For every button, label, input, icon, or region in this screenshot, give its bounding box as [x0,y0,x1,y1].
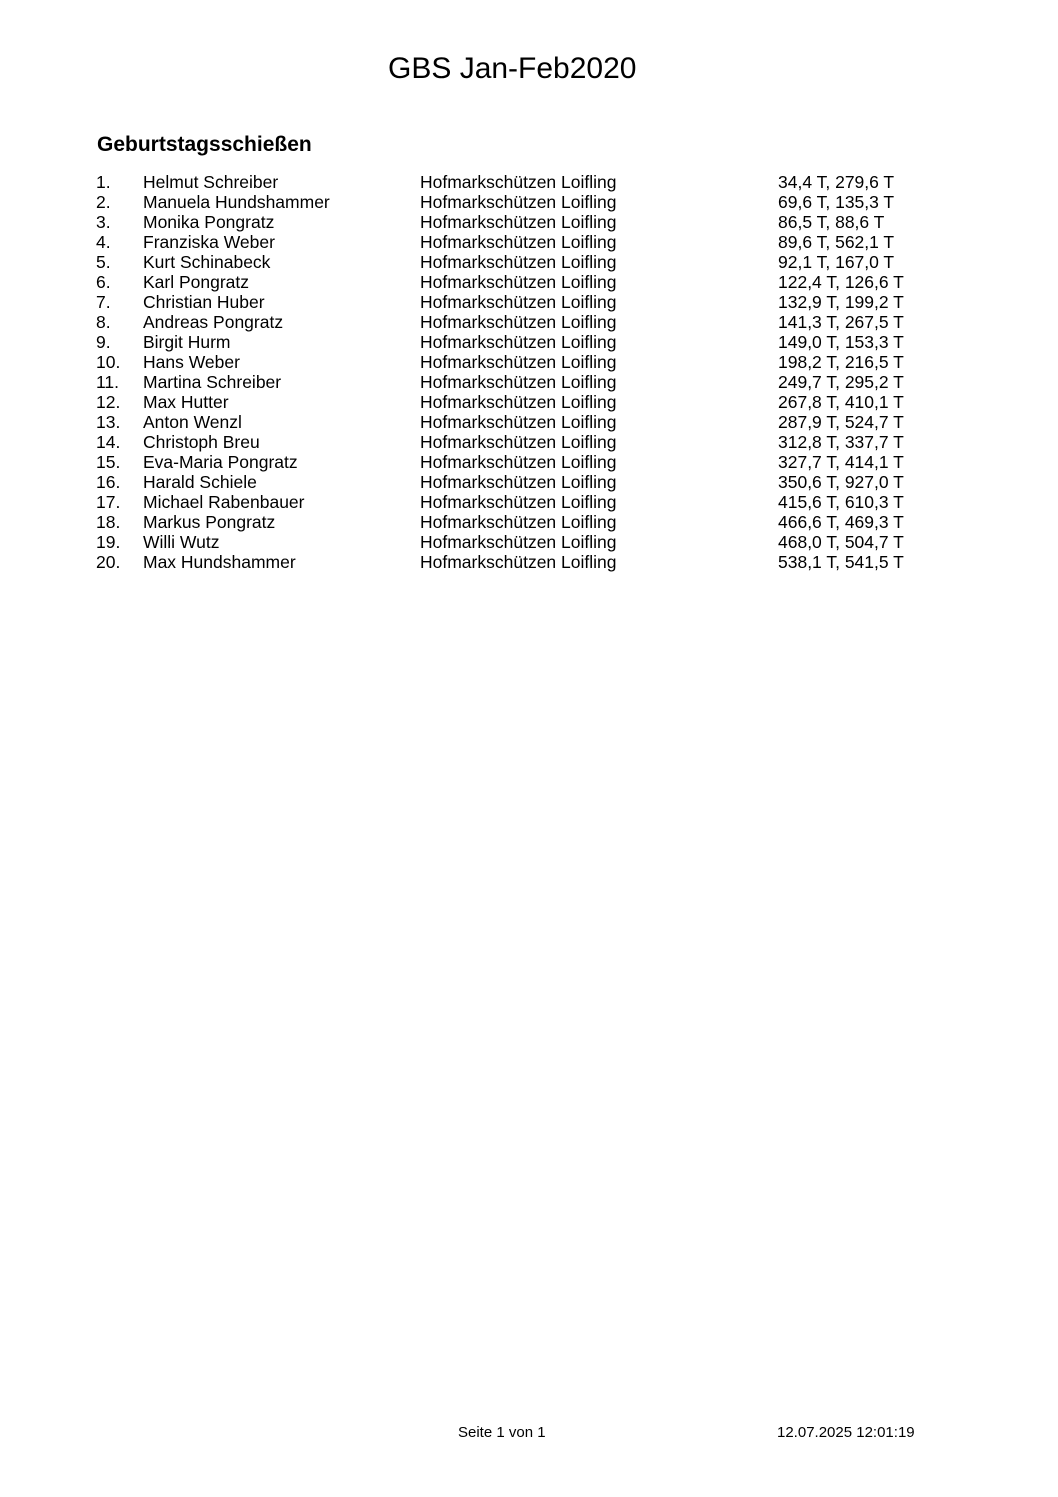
result-row [0,492,1058,512]
result-name: Eva-Maria Pongratz [143,452,298,472]
result-score: 122,4 T, 126,6 T [778,272,904,292]
result-club: Hofmarkschützen Loifling [420,432,617,452]
result-rank: 14. [96,432,121,452]
result-score: 92,1 T, 167,0 T [778,252,895,272]
result-club: Hofmarkschützen Loifling [420,392,617,412]
result-row [0,172,1058,192]
result-score: 198,2 T, 216,5 T [778,352,904,372]
result-score: 466,6 T, 469,3 T [778,512,904,532]
result-rank: 3. [96,212,111,232]
result-club: Hofmarkschützen Loifling [420,512,617,532]
result-club: Hofmarkschützen Loifling [420,372,617,392]
result-club: Hofmarkschützen Loifling [420,472,617,492]
result-row [0,332,1058,352]
result-name: Hans Weber [143,352,240,372]
result-rank: 17. [96,492,121,512]
result-club: Hofmarkschützen Loifling [420,212,617,232]
result-name: Franziska Weber [143,232,275,252]
results-list [0,172,1058,572]
result-rank: 19. [96,532,121,552]
result-row [0,532,1058,552]
result-rank: 20. [96,552,121,572]
result-rank: 11. [96,372,120,392]
result-name: Anton Wenzl [143,412,242,432]
result-club: Hofmarkschützen Loifling [420,192,617,212]
result-club: Hofmarkschützen Loifling [420,232,617,252]
document-title: GBS Jan-Feb2020 [388,52,637,85]
result-name: Birgit Hurm [143,332,231,352]
result-name: Karl Pongratz [143,272,250,292]
result-rank: 12. [96,392,121,412]
result-name: Christoph Breu [143,432,260,452]
result-row [0,192,1058,212]
result-score: 287,9 T, 524,7 T [778,412,904,432]
result-name: Manuela Hundshammer [143,192,330,212]
section-heading: Geburtstagsschießen [97,133,312,156]
result-name: Harald Schiele [143,472,257,492]
result-name: Christian Huber [143,292,265,312]
result-score: 34,4 T, 279,6 T [778,172,895,192]
result-rank: 15. [96,452,121,472]
result-rank: 8. [96,312,111,332]
result-name: Martina Schreiber [143,372,282,392]
result-score: 132,9 T, 199,2 T [778,292,904,312]
result-club: Hofmarkschützen Loifling [420,412,617,432]
result-score: 89,6 T, 562,1 T [778,232,895,252]
result-row [0,472,1058,492]
result-rank: 6. [96,272,111,292]
result-club: Hofmarkschützen Loifling [420,532,617,552]
result-score: 267,8 T, 410,1 T [778,392,904,412]
result-row [0,252,1058,272]
footer-page-number: Seite 1 von 1 [458,1424,546,1441]
result-name: Max Hutter [143,392,229,412]
result-club: Hofmarkschützen Loifling [420,172,617,192]
result-rank: 13. [96,412,121,432]
result-club: Hofmarkschützen Loifling [420,292,617,312]
result-row [0,412,1058,432]
result-row [0,352,1058,372]
result-club: Hofmarkschützen Loifling [420,332,617,352]
result-row [0,372,1058,392]
result-score: 538,1 T, 541,5 T [778,552,904,572]
result-club: Hofmarkschützen Loifling [420,452,617,472]
result-score: 249,7 T, 295,2 T [778,372,904,392]
result-row [0,392,1058,412]
result-row [0,292,1058,312]
result-name: Markus Pongratz [143,512,276,532]
result-club: Hofmarkschützen Loifling [420,272,617,292]
result-rank: 10. [96,352,121,372]
result-club: Hofmarkschützen Loifling [420,252,617,272]
result-club: Hofmarkschützen Loifling [420,312,617,332]
result-row [0,232,1058,252]
result-row [0,432,1058,452]
result-score: 312,8 T, 337,7 T [778,432,904,452]
result-score: 468,0 T, 504,7 T [778,532,904,552]
result-score: 69,6 T, 135,3 T [778,192,895,212]
result-row [0,312,1058,332]
result-score: 149,0 T, 153,3 T [778,332,904,352]
result-row [0,552,1058,572]
result-rank: 2. [96,192,111,212]
result-row [0,512,1058,532]
result-row [0,272,1058,292]
result-name: Monika Pongratz [143,212,275,232]
result-score: 141,3 T, 267,5 T [778,312,904,332]
result-row [0,212,1058,232]
result-score: 350,6 T, 927,0 T [778,472,904,492]
result-score: 86,5 T, 88,6 T [778,212,885,232]
result-rank: 9. [96,332,111,352]
result-name: Willi Wutz [143,532,220,552]
result-club: Hofmarkschützen Loifling [420,492,617,512]
result-name: Andreas Pongratz [143,312,284,332]
result-rank: 4. [96,232,111,252]
result-name: Kurt Schinabeck [143,252,271,272]
result-name: Helmut Schreiber [143,172,279,192]
result-rank: 1. [96,172,111,192]
result-name: Max Hundshammer [143,552,296,572]
result-score: 327,7 T, 414,1 T [778,452,904,472]
result-club: Hofmarkschützen Loifling [420,552,617,572]
result-score: 415,6 T, 610,3 T [778,492,904,512]
result-rank: 7. [96,292,111,312]
result-rank: 16. [96,472,121,492]
footer-timestamp: 12.07.2025 12:01:19 [777,1424,915,1441]
result-name: Michael Rabenbauer [143,492,305,512]
result-row [0,452,1058,472]
result-club: Hofmarkschützen Loifling [420,352,617,372]
result-rank: 5. [96,252,111,272]
result-rank: 18. [96,512,121,532]
